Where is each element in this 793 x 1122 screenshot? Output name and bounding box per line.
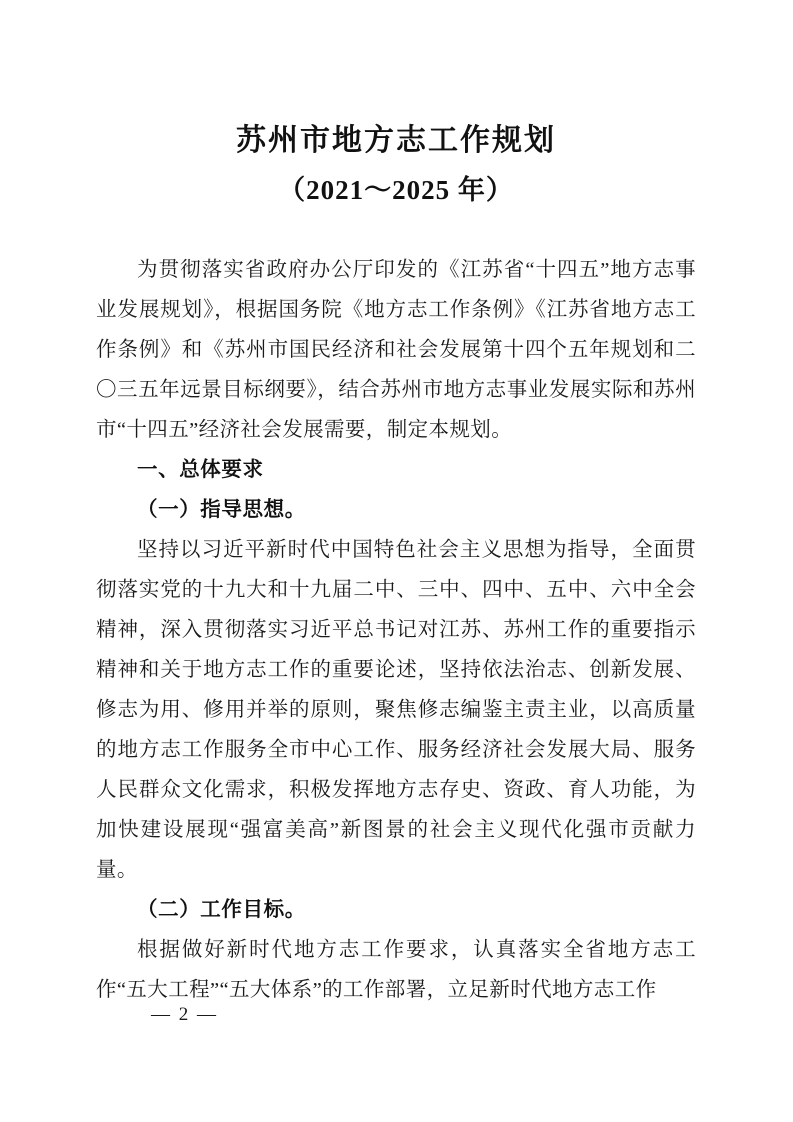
- paragraph-guiding-ideology: 坚持以习近平新时代中国特色社会主义思想为指导，全面贯彻落实党的十九大和十九届二中、三中、四中、五中、六中全会精神，深入贯彻落实习近平总书记对江苏、苏州工作的重要指示精神和关于地方志工作的重要论述，坚持依法治志、创新发展、修志为用、修用并举的原则，聚焦修志编鉴主责主业，以高质量的地方志工作服务全市中心工作、服务经济社会发展大局、服务人民群众文化需求，积极发挥地方志存史、资政、育人功能，为加快建设展现“强富美高”新图景的社会主义现代化强市贡献力量。: [96, 538, 696, 881]
- paragraph-work-objectives: 根据做好新时代地方志工作要求，认真落实全省地方志工作“五大工程”“五大体系”的工作部署，立足新时代地方志工作: [96, 938, 696, 1001]
- document-body: [96, 250, 696, 1010]
- page-footer: [0, 1004, 793, 1026]
- section-heading-overall-requirements: 一、总体要求: [137, 458, 264, 481]
- subsection-heading-guiding-ideology: （一）指导思想。: [137, 498, 306, 521]
- paragraph-intro: 为贯彻落实省政府办公厅印发的《江苏省“十四五”地方志事业发展规划》，根据国务院《地方志工作条例》《江苏省地方志工作条例》和《苏州市国民经济和社会发展第十四个五年规划和二〇三五年远景目标纲要》，结合苏州市地方志事业发展实际和苏州市“十四五”经济社会发展需要，制定本规划。: [96, 258, 696, 441]
- subsection-heading-work-objectives: （二）工作目标。: [137, 898, 306, 921]
- page-subtitle: （2021～2025 年）: [278, 174, 514, 205]
- page-title: 苏州市地方志工作规划: [236, 124, 556, 157]
- page-number: — 2 —: [151, 1004, 218, 1025]
- document-content: [96, 118, 696, 1010]
